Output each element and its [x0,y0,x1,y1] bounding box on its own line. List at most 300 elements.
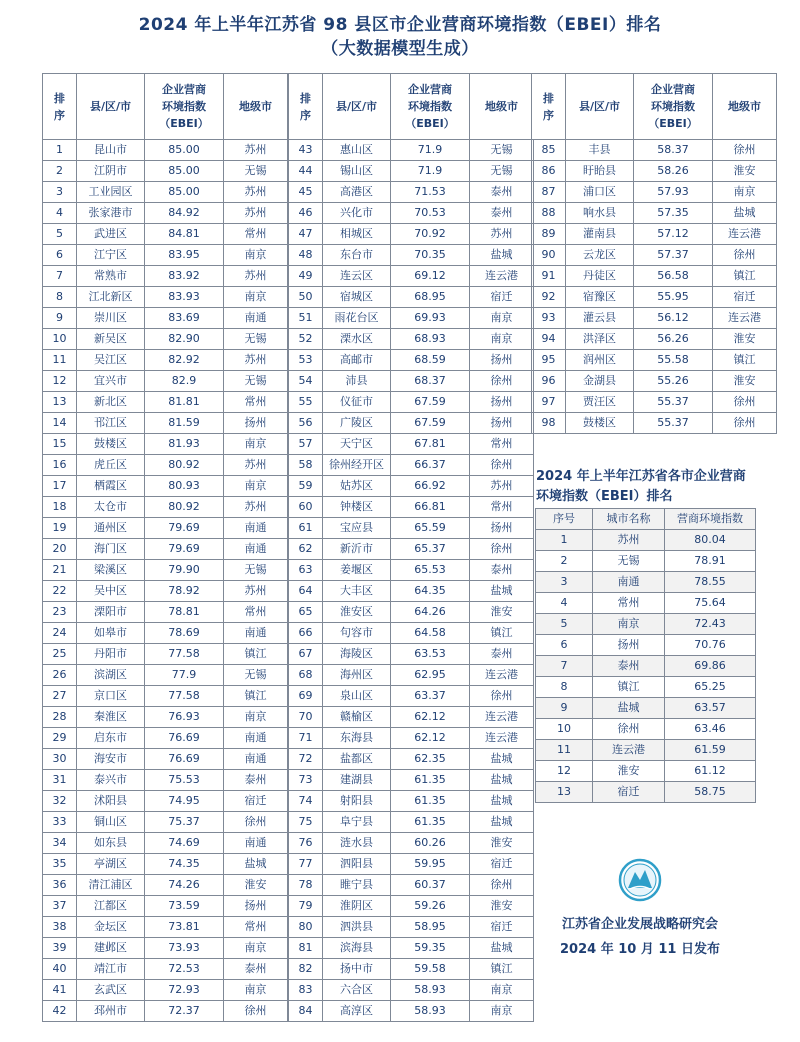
table-row [532,140,777,161]
city-cell: 宿迁 [470,854,534,875]
rank-cell: 27 [43,686,77,707]
index-cell: 57.35 [634,203,713,224]
rank-cell: 79 [289,896,323,917]
rank-cell: 56 [289,413,323,434]
city-name-cell: 连云港 [593,740,665,761]
city-cell: 扬州 [470,350,534,371]
rank-cell: 57 [289,434,323,455]
county-cell: 邗江区 [77,413,145,434]
county-cell: 沭阳县 [77,791,145,812]
city-cell: 南京 [224,434,288,455]
county-cell: 东台市 [323,245,391,266]
county-cell: 灌云县 [566,308,634,329]
city-cell: 盐城 [713,203,777,224]
city-cell: 徐州 [224,812,288,833]
city-cell: 盐城 [224,854,288,875]
index-cell: 74.35 [145,854,224,875]
table-row [43,644,288,665]
rank-cell: 93 [532,308,566,329]
table-row [289,791,534,812]
city-cell: 扬州 [224,896,288,917]
city-cell: 南京 [224,287,288,308]
table-row [43,791,288,812]
rank-cell: 18 [43,497,77,518]
county-cell: 秦淮区 [77,707,145,728]
county-cell: 高淳区 [323,1001,391,1022]
rank-cell: 81 [289,938,323,959]
index-cell: 59.35 [391,938,470,959]
city-cell: 南京 [713,182,777,203]
county-cell: 相城区 [323,224,391,245]
table-row [532,329,777,350]
city-cell: 扬州 [224,413,288,434]
table-row [43,413,288,434]
rank-cell: 58 [289,455,323,476]
index-cell: 62.12 [391,728,470,749]
city-no-cell: 7 [536,656,593,677]
city-cell: 苏州 [470,224,534,245]
county-cell: 溧水区 [323,329,391,350]
county-cell: 丰县 [566,140,634,161]
city-no-cell: 1 [536,530,593,551]
city-cell: 苏州 [224,266,288,287]
rank-cell: 94 [532,329,566,350]
rank-cell: 24 [43,623,77,644]
table-row [289,560,534,581]
county-cell: 丹阳市 [77,644,145,665]
county-cell: 仪征市 [323,392,391,413]
rank-cell: 38 [43,917,77,938]
index-cell: 82.92 [145,350,224,371]
table-row [289,1001,534,1022]
table-row [532,350,777,371]
city-cell: 苏州 [224,497,288,518]
city-cell: 镇江 [224,686,288,707]
index-cell: 81.81 [145,392,224,413]
table-row [289,959,534,980]
city-cell: 南通 [224,749,288,770]
rank-cell: 48 [289,245,323,266]
city-cell: 淮安 [713,161,777,182]
city-cell: 南通 [224,623,288,644]
rank-cell: 98 [532,413,566,434]
city-row [536,698,756,719]
rank-cell: 2 [43,161,77,182]
index-cell: 59.58 [391,959,470,980]
rank-cell: 85 [532,140,566,161]
city-cell: 淮安 [713,371,777,392]
table-row [289,161,534,182]
county-cell: 建湖县 [323,770,391,791]
table-row [289,980,534,1001]
rank-cell: 83 [289,980,323,1001]
rank-cell: 35 [43,854,77,875]
table-row [43,161,288,182]
index-cell: 56.12 [634,308,713,329]
city-index-cell: 58.75 [665,782,756,803]
city-no-cell: 11 [536,740,593,761]
index-cell: 73.81 [145,917,224,938]
city-cell: 苏州 [224,350,288,371]
city-cell: 常州 [224,392,288,413]
rank-cell: 11 [43,350,77,371]
county-cell: 云龙区 [566,245,634,266]
index-cell: 73.59 [145,896,224,917]
table-row [43,539,288,560]
table-row [289,644,534,665]
index-cell: 72.37 [145,1001,224,1022]
city-no-cell: 3 [536,572,593,593]
county-cell: 启东市 [77,728,145,749]
city-name-cell: 南通 [593,572,665,593]
city-name-cell: 扬州 [593,635,665,656]
city-cell: 淮安 [224,875,288,896]
city-name-cell: 镇江 [593,677,665,698]
city-cell: 宿迁 [713,287,777,308]
rank-cell: 60 [289,497,323,518]
rank-cell: 4 [43,203,77,224]
city-ranking-table [535,508,756,803]
city-cell: 泰州 [224,959,288,980]
city-header-no: 序号 [536,509,593,530]
city-cell: 徐州 [470,686,534,707]
rank-cell: 30 [43,749,77,770]
city-cell: 南通 [224,728,288,749]
county-cell: 盱眙县 [566,161,634,182]
city-cell: 无锡 [224,371,288,392]
city-cell: 无锡 [470,140,534,161]
city-cell: 镇江 [470,623,534,644]
county-cell: 宿豫区 [566,287,634,308]
table-row [289,623,534,644]
ranking-table-3 [531,73,777,434]
index-cell: 55.95 [634,287,713,308]
table-row [289,665,534,686]
city-cell: 盐城 [470,791,534,812]
county-cell: 阜宁县 [323,812,391,833]
index-cell: 70.92 [391,224,470,245]
index-cell: 63.37 [391,686,470,707]
index-cell: 66.37 [391,455,470,476]
index-cell: 60.37 [391,875,470,896]
rank-cell: 50 [289,287,323,308]
index-cell: 68.95 [391,287,470,308]
city-header-index: 营商环境指数 [665,509,756,530]
index-cell: 65.59 [391,518,470,539]
page-title: 2024 年上半年江苏省 98 县区市企业营商环境指数（EBEI）排名 [138,15,662,35]
city-index-cell: 61.59 [665,740,756,761]
index-cell: 64.35 [391,581,470,602]
rank-cell: 62 [289,539,323,560]
county-cell: 连云区 [323,266,391,287]
index-cell: 82.9 [145,371,224,392]
rank-cell: 45 [289,182,323,203]
index-cell: 80.92 [145,497,224,518]
rank-cell: 32 [43,791,77,812]
index-cell: 55.37 [634,392,713,413]
county-cell: 东海县 [323,728,391,749]
county-cell: 邳州市 [77,1001,145,1022]
rank-cell: 52 [289,329,323,350]
rank-cell: 84 [289,1001,323,1022]
city-row [536,740,756,761]
county-cell: 吴江区 [77,350,145,371]
table-row [43,749,288,770]
index-cell: 58.95 [391,917,470,938]
index-cell: 71.9 [391,140,470,161]
index-cell: 72.93 [145,980,224,1001]
index-cell: 76.69 [145,749,224,770]
city-index-cell: 70.76 [665,635,756,656]
table-row [532,182,777,203]
city-no-cell: 12 [536,761,593,782]
table-row [289,497,534,518]
rank-cell: 97 [532,392,566,413]
index-cell: 77.58 [145,686,224,707]
city-cell: 苏州 [224,455,288,476]
city-name-cell: 泰州 [593,656,665,677]
index-cell: 70.53 [391,203,470,224]
index-cell: 56.26 [634,329,713,350]
city-index-cell: 80.04 [665,530,756,551]
header-city: 地级市 [713,74,777,140]
rank-cell: 10 [43,329,77,350]
city-cell: 徐州 [470,455,534,476]
rank-cell: 92 [532,287,566,308]
city-name-cell: 盐城 [593,698,665,719]
city-cell: 苏州 [224,140,288,161]
county-cell: 天宁区 [323,434,391,455]
county-cell: 崇川区 [77,308,145,329]
county-cell: 高邮市 [323,350,391,371]
rank-cell: 87 [532,182,566,203]
table-row [289,413,534,434]
table-row [532,371,777,392]
county-cell: 新吴区 [77,329,145,350]
county-cell: 鼓楼区 [77,434,145,455]
rank-cell: 46 [289,203,323,224]
rank-cell: 21 [43,560,77,581]
city-cell: 镇江 [470,959,534,980]
city-name-cell: 淮安 [593,761,665,782]
index-cell: 68.37 [391,371,470,392]
index-cell: 83.92 [145,266,224,287]
rank-cell: 91 [532,266,566,287]
table-row [289,938,534,959]
county-cell: 锡山区 [323,161,391,182]
table-row [43,560,288,581]
index-cell: 79.69 [145,539,224,560]
city-cell: 南京 [470,980,534,1001]
city-index-cell: 69.86 [665,656,756,677]
county-cell: 武进区 [77,224,145,245]
rank-cell: 12 [43,371,77,392]
county-cell: 灌南县 [566,224,634,245]
index-cell: 56.58 [634,266,713,287]
county-cell: 亭湖区 [77,854,145,875]
table-row [43,350,288,371]
table-row [289,602,534,623]
rank-cell: 26 [43,665,77,686]
city-cell: 徐州 [470,539,534,560]
index-cell: 64.26 [391,602,470,623]
table-row [43,623,288,644]
county-cell: 溧阳市 [77,602,145,623]
table-row [43,938,288,959]
index-cell: 58.26 [634,161,713,182]
county-cell: 姜堰区 [323,560,391,581]
index-cell: 57.93 [634,182,713,203]
table-row [289,329,534,350]
rank-cell: 17 [43,476,77,497]
rank-cell: 16 [43,455,77,476]
index-cell: 63.53 [391,644,470,665]
rank-cell: 78 [289,875,323,896]
city-row [536,782,756,803]
city-row [536,677,756,698]
city-cell: 泰州 [470,560,534,581]
table-row [289,854,534,875]
rank-cell: 95 [532,350,566,371]
county-cell: 如东县 [77,833,145,854]
table-row [532,203,777,224]
table-row [532,392,777,413]
county-cell: 新北区 [77,392,145,413]
table-row [43,287,288,308]
rank-cell: 49 [289,266,323,287]
rank-cell: 74 [289,791,323,812]
table-row [43,833,288,854]
index-cell: 77.58 [145,644,224,665]
table-row [289,539,534,560]
city-cell: 镇江 [224,644,288,665]
rank-cell: 64 [289,581,323,602]
city-cell: 无锡 [224,161,288,182]
rank-cell: 82 [289,959,323,980]
table-row [43,917,288,938]
county-cell: 淮安区 [323,602,391,623]
county-cell: 兴化市 [323,203,391,224]
county-cell: 铜山区 [77,812,145,833]
table-row [289,350,534,371]
county-cell: 贾汪区 [566,392,634,413]
county-cell: 丹徒区 [566,266,634,287]
city-cell: 南通 [224,308,288,329]
county-cell: 京口区 [77,686,145,707]
rank-cell: 15 [43,434,77,455]
city-no-cell: 6 [536,635,593,656]
city-cell: 镇江 [713,350,777,371]
index-cell: 76.93 [145,707,224,728]
index-cell: 69.12 [391,266,470,287]
city-index-cell: 78.91 [665,551,756,572]
index-cell: 59.95 [391,854,470,875]
index-cell: 70.35 [391,245,470,266]
table-row [43,812,288,833]
table-row [43,182,288,203]
rank-cell: 42 [43,1001,77,1022]
city-cell: 淮安 [470,833,534,854]
index-cell: 75.37 [145,812,224,833]
index-cell: 69.93 [391,308,470,329]
table-row [43,224,288,245]
table-row [289,749,534,770]
table-row [532,224,777,245]
city-cell: 连云港 [713,224,777,245]
rank-cell: 23 [43,602,77,623]
county-cell: 滨湖区 [77,665,145,686]
county-cell: 徐州经开区 [323,455,391,476]
header-index: 企业营商 环境指数 （EBEI） [634,74,713,140]
city-cell: 无锡 [224,329,288,350]
table-row [289,476,534,497]
index-cell: 79.90 [145,560,224,581]
rank-cell: 63 [289,560,323,581]
county-cell: 沛县 [323,371,391,392]
table-row [289,770,534,791]
city-index-cell: 75.64 [665,593,756,614]
county-cell: 盐都区 [323,749,391,770]
index-cell: 55.58 [634,350,713,371]
county-cell: 清江浦区 [77,875,145,896]
city-cell: 连云港 [470,728,534,749]
rank-cell: 8 [43,287,77,308]
table-row [289,707,534,728]
city-cell: 苏州 [224,182,288,203]
city-row [536,656,756,677]
rank-cell: 28 [43,707,77,728]
index-cell: 78.92 [145,581,224,602]
city-cell: 南京 [224,245,288,266]
rank-cell: 86 [532,161,566,182]
rank-cell: 3 [43,182,77,203]
city-name-cell: 常州 [593,593,665,614]
index-cell: 85.00 [145,161,224,182]
county-cell: 海州区 [323,665,391,686]
county-cell: 工业园区 [77,182,145,203]
city-row [536,635,756,656]
table-row [43,266,288,287]
county-cell: 泉山区 [323,686,391,707]
county-cell: 泰兴市 [77,770,145,791]
rank-cell: 69 [289,686,323,707]
header-county: 县/区/市 [323,74,391,140]
city-cell: 南通 [224,518,288,539]
rank-cell: 70 [289,707,323,728]
index-cell: 61.35 [391,791,470,812]
rank-cell: 44 [289,161,323,182]
city-cell: 盐城 [470,245,534,266]
rank-cell: 37 [43,896,77,917]
table-row [289,140,534,161]
index-cell: 67.59 [391,392,470,413]
county-cell: 昆山市 [77,140,145,161]
index-cell: 83.95 [145,245,224,266]
table-row [289,455,534,476]
city-cell: 常州 [470,434,534,455]
publish-date: 2024 年 10 月 11 日发布 [560,942,720,957]
city-ranking-title: 2024 年上半年江苏省各市企业营商环境指数（EBEI）排名 [536,469,746,504]
table-row [43,896,288,917]
city-row [536,614,756,635]
county-cell: 涟水县 [323,833,391,854]
county-cell: 常熟市 [77,266,145,287]
index-cell: 83.93 [145,287,224,308]
rank-cell: 90 [532,245,566,266]
county-cell: 泗洪县 [323,917,391,938]
county-cell: 泗阳县 [323,854,391,875]
county-cell: 鼓楼区 [566,413,634,434]
